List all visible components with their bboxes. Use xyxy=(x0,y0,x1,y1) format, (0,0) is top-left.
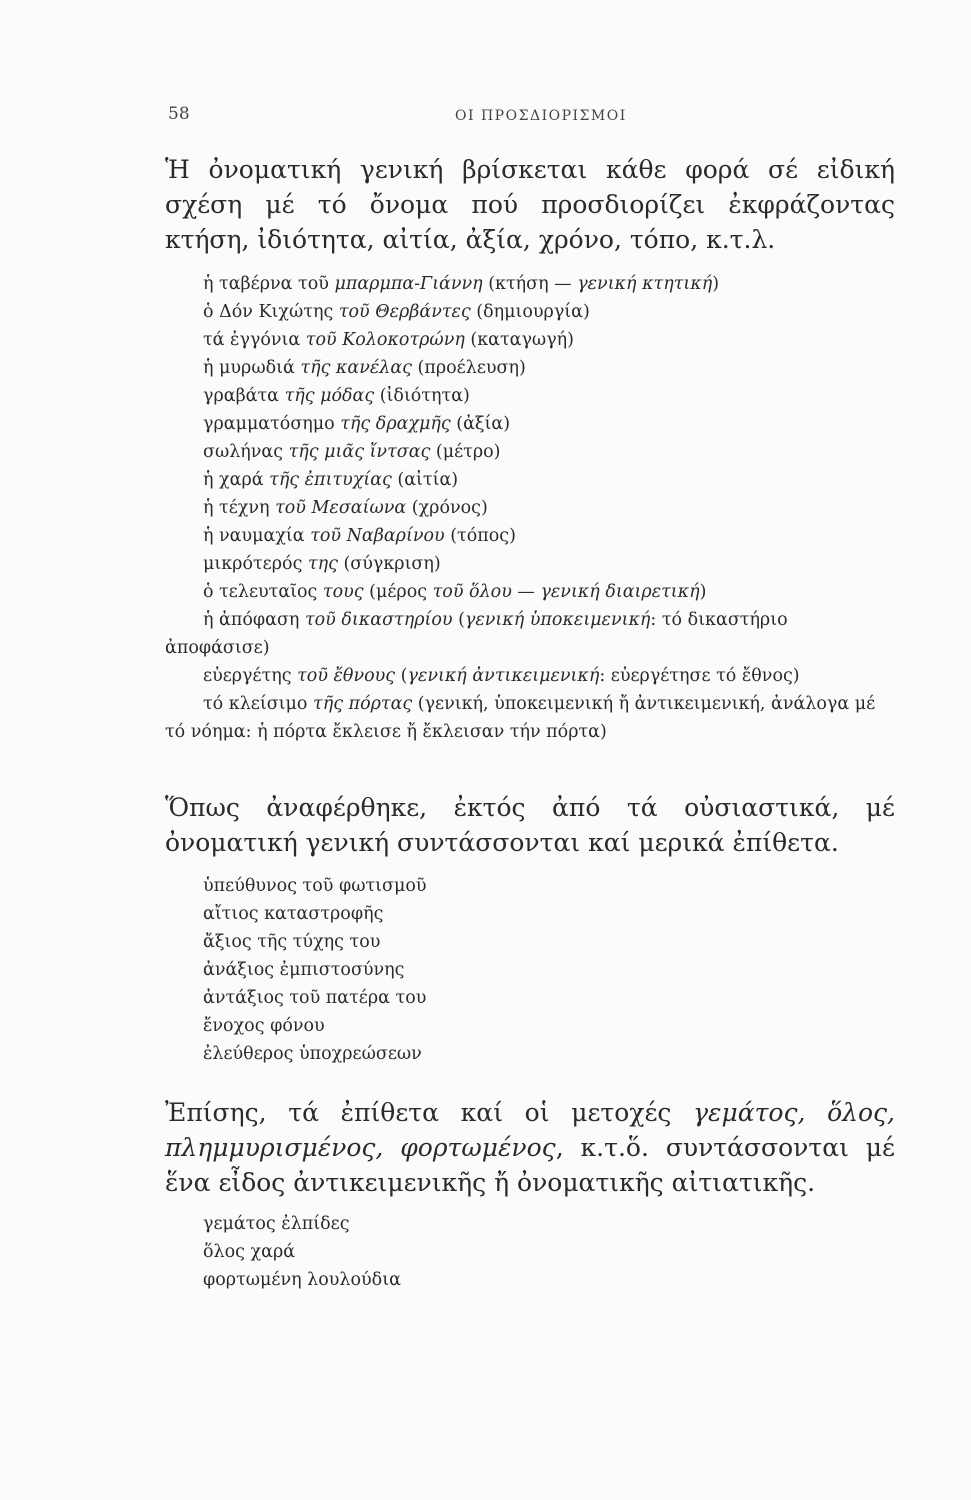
example-part-post: (χρόνος) xyxy=(406,498,488,518)
example-line xyxy=(165,326,895,354)
example-part-it: τοῦ δικαστηρίου xyxy=(304,610,453,630)
example-part-it: τῆς μιᾶς ἴντσας xyxy=(288,442,431,462)
example-part-pre: ἡ μυρωδιά xyxy=(203,358,301,378)
example-part-pre: γραμματόσημο xyxy=(203,414,341,434)
example-part-pre: ὁ Δόν Κιχώτης xyxy=(203,302,339,322)
example-line xyxy=(165,522,895,550)
accusative-example: φορτωμένη λουλούδια xyxy=(203,1270,401,1290)
example-part-it: τοῦ ἔθνους xyxy=(297,666,396,686)
example-line xyxy=(165,550,895,578)
example-part-pre: τό κλείσιμο xyxy=(203,694,314,714)
example-part-it: τοῦ Θερβάντες xyxy=(338,302,471,322)
paragraph-intro: Ἡ ὀνοματική γενική βρίσκεται κάθε φορά σέ εἰδική σχέση μέ τό ὄνομα πού προσδιορίζει ἐκφράζοντας κτήση, ἰδιότητα, αἰτία, ἀξία, χρόνο, τόπο, κ.τ.λ. xyxy=(165,155,895,254)
example-part-post: (καταγωγή) xyxy=(464,330,574,350)
example-line xyxy=(165,662,895,690)
example-part-post2: ) xyxy=(712,274,720,294)
example-part-post: (κτήση — xyxy=(482,274,578,294)
paragraph3-italic: γεμάτος, ὅλος, πλημμυρισμένος, φορτωμένος xyxy=(165,1098,895,1162)
example-line xyxy=(165,494,895,522)
example-part-it2: γενική κτητική xyxy=(577,274,713,294)
example-line xyxy=(165,690,895,746)
example-part-it: τοῦ Κολοκοτρώνη xyxy=(305,330,465,350)
running-title: ΟΙ ΠΡΟΣΔΙΟΡΙΣΜΟΙ xyxy=(455,108,627,124)
example-part-it: τῆς ἐπιτυχίας xyxy=(269,470,392,490)
example-part-pre: ἡ ταβέρνα τοῦ xyxy=(203,274,335,294)
example-part-post: (σύγκριση) xyxy=(337,554,441,574)
example-part-post: (ἀξία) xyxy=(450,414,511,434)
adjective-example: ἔνοχος φόνου xyxy=(203,1016,325,1036)
example-part-pre: ἡ χαρά xyxy=(203,470,270,490)
example-part-pre: τά ἐγγόνια xyxy=(203,330,306,350)
example-part-pre: μικρότερός xyxy=(203,554,308,574)
example-part-pre: ὁ τελευταῖος xyxy=(203,582,323,602)
example-part-it: της xyxy=(307,554,338,574)
paragraph3-post: , κ.τ.ὅ. συντάσσονται μέ ἕνα εἶδος ἀντικειμενικῆς ἤ ὀνοματικῆς αἰτιατικῆς. xyxy=(165,1133,896,1197)
example-part-it: τῆς πόρτας xyxy=(313,694,413,714)
example-line xyxy=(165,270,895,298)
adjective-example: ἀντάξιος τοῦ πατέρα του xyxy=(203,988,427,1008)
example-part-post2: : εὐεργέτησε τό ἔθνος) xyxy=(599,666,800,686)
example-part-it: τῆς κανέλας xyxy=(300,358,412,378)
example-part-pre: εὐεργέτης xyxy=(203,666,298,686)
example-part-post: ( xyxy=(395,666,408,686)
example-part-post2: ) xyxy=(699,582,707,602)
adjective-example: ἄξιος τῆς τύχης του xyxy=(203,932,381,952)
example-part-post: (τόπος) xyxy=(444,526,516,546)
example-part-post: (μέρος xyxy=(363,582,433,602)
example-part-pre: ἡ ἀπόφαση xyxy=(203,610,305,630)
page-number: 58 xyxy=(168,104,190,124)
example-part-pre: ἡ ναυμαχία xyxy=(203,526,311,546)
example-part-post: (μέτρο) xyxy=(430,442,501,462)
example-part-it: τῆς δραχμῆς xyxy=(340,414,451,434)
accusative-example: ὅλος χαρά xyxy=(203,1242,296,1262)
example-part-post2: : τό δικαστήριο ἀποφάσισε) xyxy=(165,610,788,658)
example-part-pre: σωλήνας xyxy=(203,442,289,462)
example-part-post: ( xyxy=(452,610,465,630)
example-part-post: (αἰτία) xyxy=(391,470,459,490)
example-line xyxy=(165,606,895,662)
example-part-pre: γραβάτα xyxy=(203,386,285,406)
example-line xyxy=(165,354,895,382)
examples-list-adjectives xyxy=(165,872,895,1068)
examples-list-nouns xyxy=(165,270,895,746)
page-header xyxy=(0,100,971,130)
adjective-example: ἐλεύθερος ὑποχρεώσεων xyxy=(203,1044,422,1064)
example-part-it2: τοῦ ὅλου — γενική διαιρετική xyxy=(432,582,700,602)
example-line xyxy=(165,466,895,494)
paragraph-adjectives: Ὅπως ἀναφέρθηκε, ἐκτός ἀπό τά οὐσιαστικά, μέ ὀνοματική γενική συντάσσονται καί μερικά ἐπίθετα. xyxy=(165,793,895,857)
example-part-it: τοῦ Μεσαίωνα xyxy=(275,498,407,518)
example-line xyxy=(165,410,895,438)
example-part-it: τους xyxy=(322,582,364,602)
example-part-it: μπαρμπα-Γιάννη xyxy=(334,274,483,294)
example-part-it: τῆς μόδας xyxy=(284,386,375,406)
paragraph3-pre: Ἐπίσης, τά ἐπίθετα καί οἱ μετοχές xyxy=(165,1098,694,1127)
example-part-it2: γενική ἀντικειμενική xyxy=(407,666,600,686)
example-part-post: (ἰδιότητα) xyxy=(374,386,470,406)
adjective-example: αἴτιος καταστροφῆς xyxy=(203,904,384,924)
accusative-example: γεμάτος ἐλπίδες xyxy=(203,1214,350,1234)
example-part-post: (προέλευση) xyxy=(411,358,526,378)
adjective-example: ἀνάξιος ἐμπιστοσύνης xyxy=(203,960,405,980)
adjective-example: ὑπεύθυνος τοῦ φωτισμοῦ xyxy=(203,876,427,896)
example-part-post: (γενική, ὑποκειμενική ἤ ἀντικειμενική, ἀνάλογα μέ τό νόημα: ἡ πόρτα ἔκλεισε ἤ ἔκλεισαν τήν πόρτα) xyxy=(165,694,876,742)
examples-list-accusative xyxy=(165,1210,895,1294)
paragraph-accusative xyxy=(165,1095,895,1200)
example-line xyxy=(165,382,895,410)
example-part-it2: γενική ὑποκειμενική xyxy=(464,610,651,630)
example-line xyxy=(165,578,895,606)
example-line xyxy=(165,298,895,326)
example-line xyxy=(165,438,895,466)
example-part-it: τοῦ Ναβαρίνου xyxy=(310,526,445,546)
example-part-pre: ἡ τέχνη xyxy=(203,498,276,518)
example-part-post: (δημιουργία) xyxy=(470,302,590,322)
